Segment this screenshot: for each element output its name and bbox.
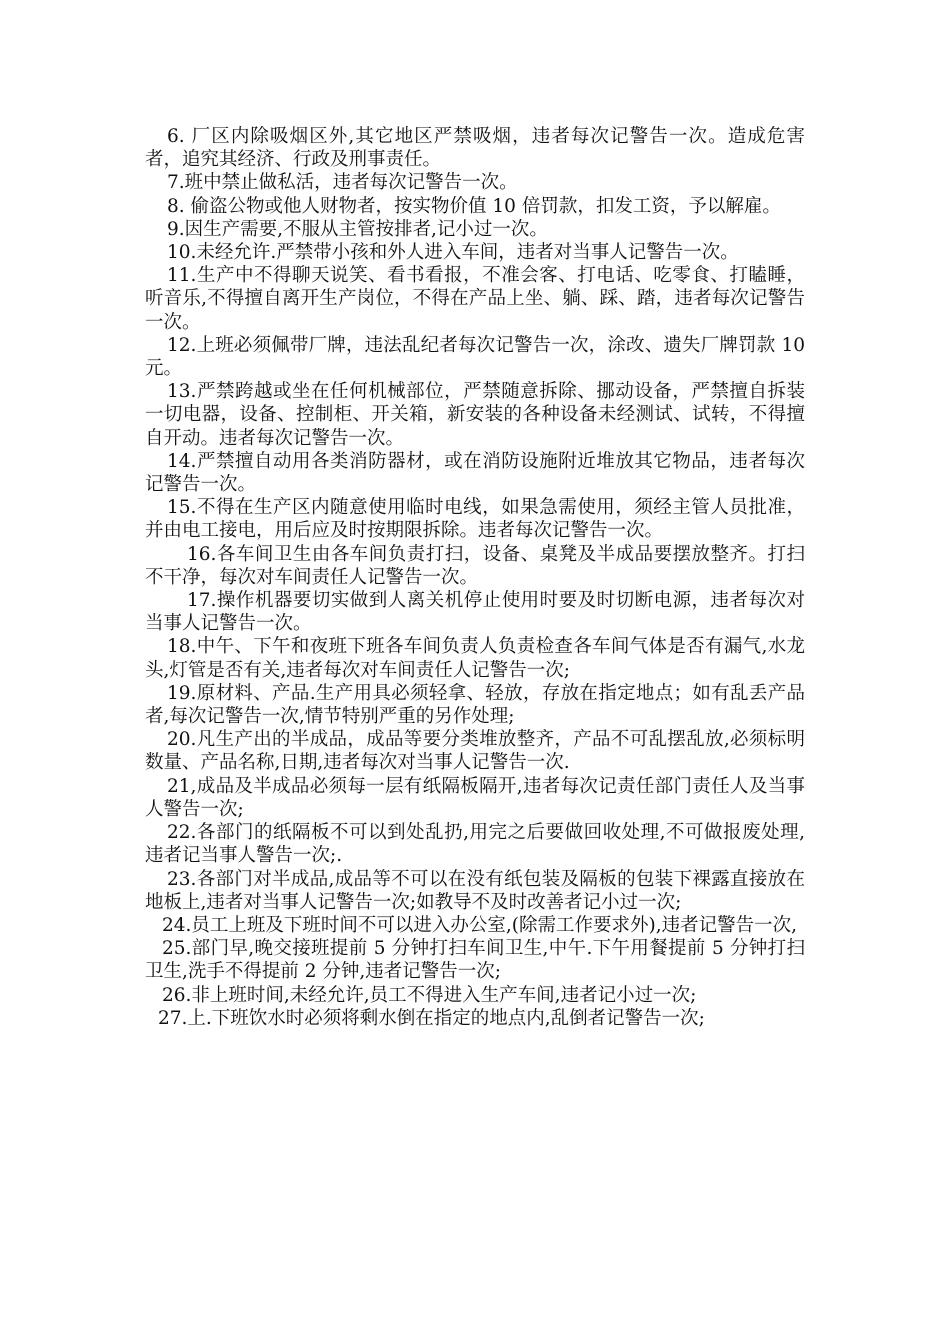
rule-15: 15.不得在生产区内随意使用临时电线，如果急需使用，须经主管人员批准，并由电工接电，用后应及时按期限拆除。违者每次记警告一次。	[145, 497, 805, 542]
rule-18: 18.中午、下午和夜班下班各车间负责人负责检查各车间气体是否有漏气,水龙头,灯管是否有关,违者每次对车间责任人记警告一次;	[145, 636, 805, 681]
rule-24: 24.员工上班及下班时间不可以进入办公室,(除需工作要求外),违者记警告一次,	[162, 914, 798, 936]
rule-11: 11.生产中不得聊天说笑、看书看报，不准会客、打电话、吃零食、打瞌睡，听音乐,不得擅自离开生产岗位，不得在产品上坐、躺、踩、踏，违者每次记警告一次。	[145, 265, 805, 333]
rule-20: 20.凡生产出的半成品，成品等要分类堆放整齐，产品不可乱摆乱放,必须标明数量、产品名称,日期,违者每次对当事人记警告一次.	[145, 729, 805, 774]
rule-7: 7.班中禁止做私活，违者每次记警告一次。	[167, 172, 518, 194]
rule-23: 23.各部门对半成品,成品等不可以在没有纸包装及隔板的包装下裸露直接放在地板上,违者对当事人记警告一次;如教导不及时改善者记小过一次;	[145, 868, 805, 913]
rules-text-body	[145, 125, 805, 1030]
rule-21: 21,成品及半成品必须每一层有纸隔板隔开,违者每次记责任部门责任人及当事人警告一次;	[145, 775, 805, 820]
rule-17: 17.操作机器要切实做到人离关机停止使用时要及时切断电源，违者每次对当事人记警告一次。	[145, 590, 805, 635]
rule-25: 25.部门早,晚交接班提前 5 分钟打扫车间卫生,中午.下午用餐提前 5 分钟打扫卫生,洗手不得提前 2 分钟,违者记警告一次;	[145, 938, 805, 983]
rule-19: 19.原材料、产品.生产用具必须轻拿、轻放，存放在指定地点；如有乱丢产品者,每次记警告一次,情节特别严重的另作处理;	[145, 682, 805, 728]
rule-9: 9.因生产需要,不服从主管按排者,记小过一次。	[167, 218, 548, 240]
rule-6: 6. 厂区内除吸烟区外,其它地区严禁吸烟，违者每次记警告一次。造成危害者，追究其经济、行政及刑事责任。	[145, 126, 805, 171]
rule-12: 12.上班必须佩带厂牌，违法乱纪者每次记警告一次，涂改、遗失厂牌罚款 10 元。	[145, 334, 805, 380]
rule-26: 26.非上班时间,未经允许,员工不得进入生产车间,违者记小过一次;	[162, 984, 697, 1006]
rule-16: 16.各车间卫生由各车间负责打扫，设备、桌凳及半成品要摆放整齐。打扫不干净，每次对车间责任人记警告一次。	[145, 543, 805, 588]
rule-13: 13.严禁跨越或坐在任何机械部位，严禁随意拆除、挪动设备，严禁擅自拆装一切电器，设备、控制柜、开关箱，新安装的各种设备未经测试、试转，不得擅自开动。违者每次记警告一次。	[145, 381, 805, 449]
rule-14: 14.严禁擅自动用各类消防器材，或在消防设施附近堆放其它物品，违者每次记警告一次。	[145, 450, 805, 496]
rule-22: 22.各部门的纸隔板不可以到处乱扔,用完之后要做回收处理,不可做报废处理,违者记当事人警告一次;.	[145, 822, 805, 867]
rule-27: 27.上.下班饮水时必须将剩水倒在指定的地点内,乱倒者记警告一次;	[158, 1007, 705, 1029]
rule-10: 10.未经允许.严禁带小孩和外人进入车间，违者对当事人记警告一次。	[167, 242, 739, 264]
rule-8: 8. 偷盗公物或他人财物者，按实物价值 10 倍罚款，扣发工资，予以解雇。	[167, 195, 781, 217]
